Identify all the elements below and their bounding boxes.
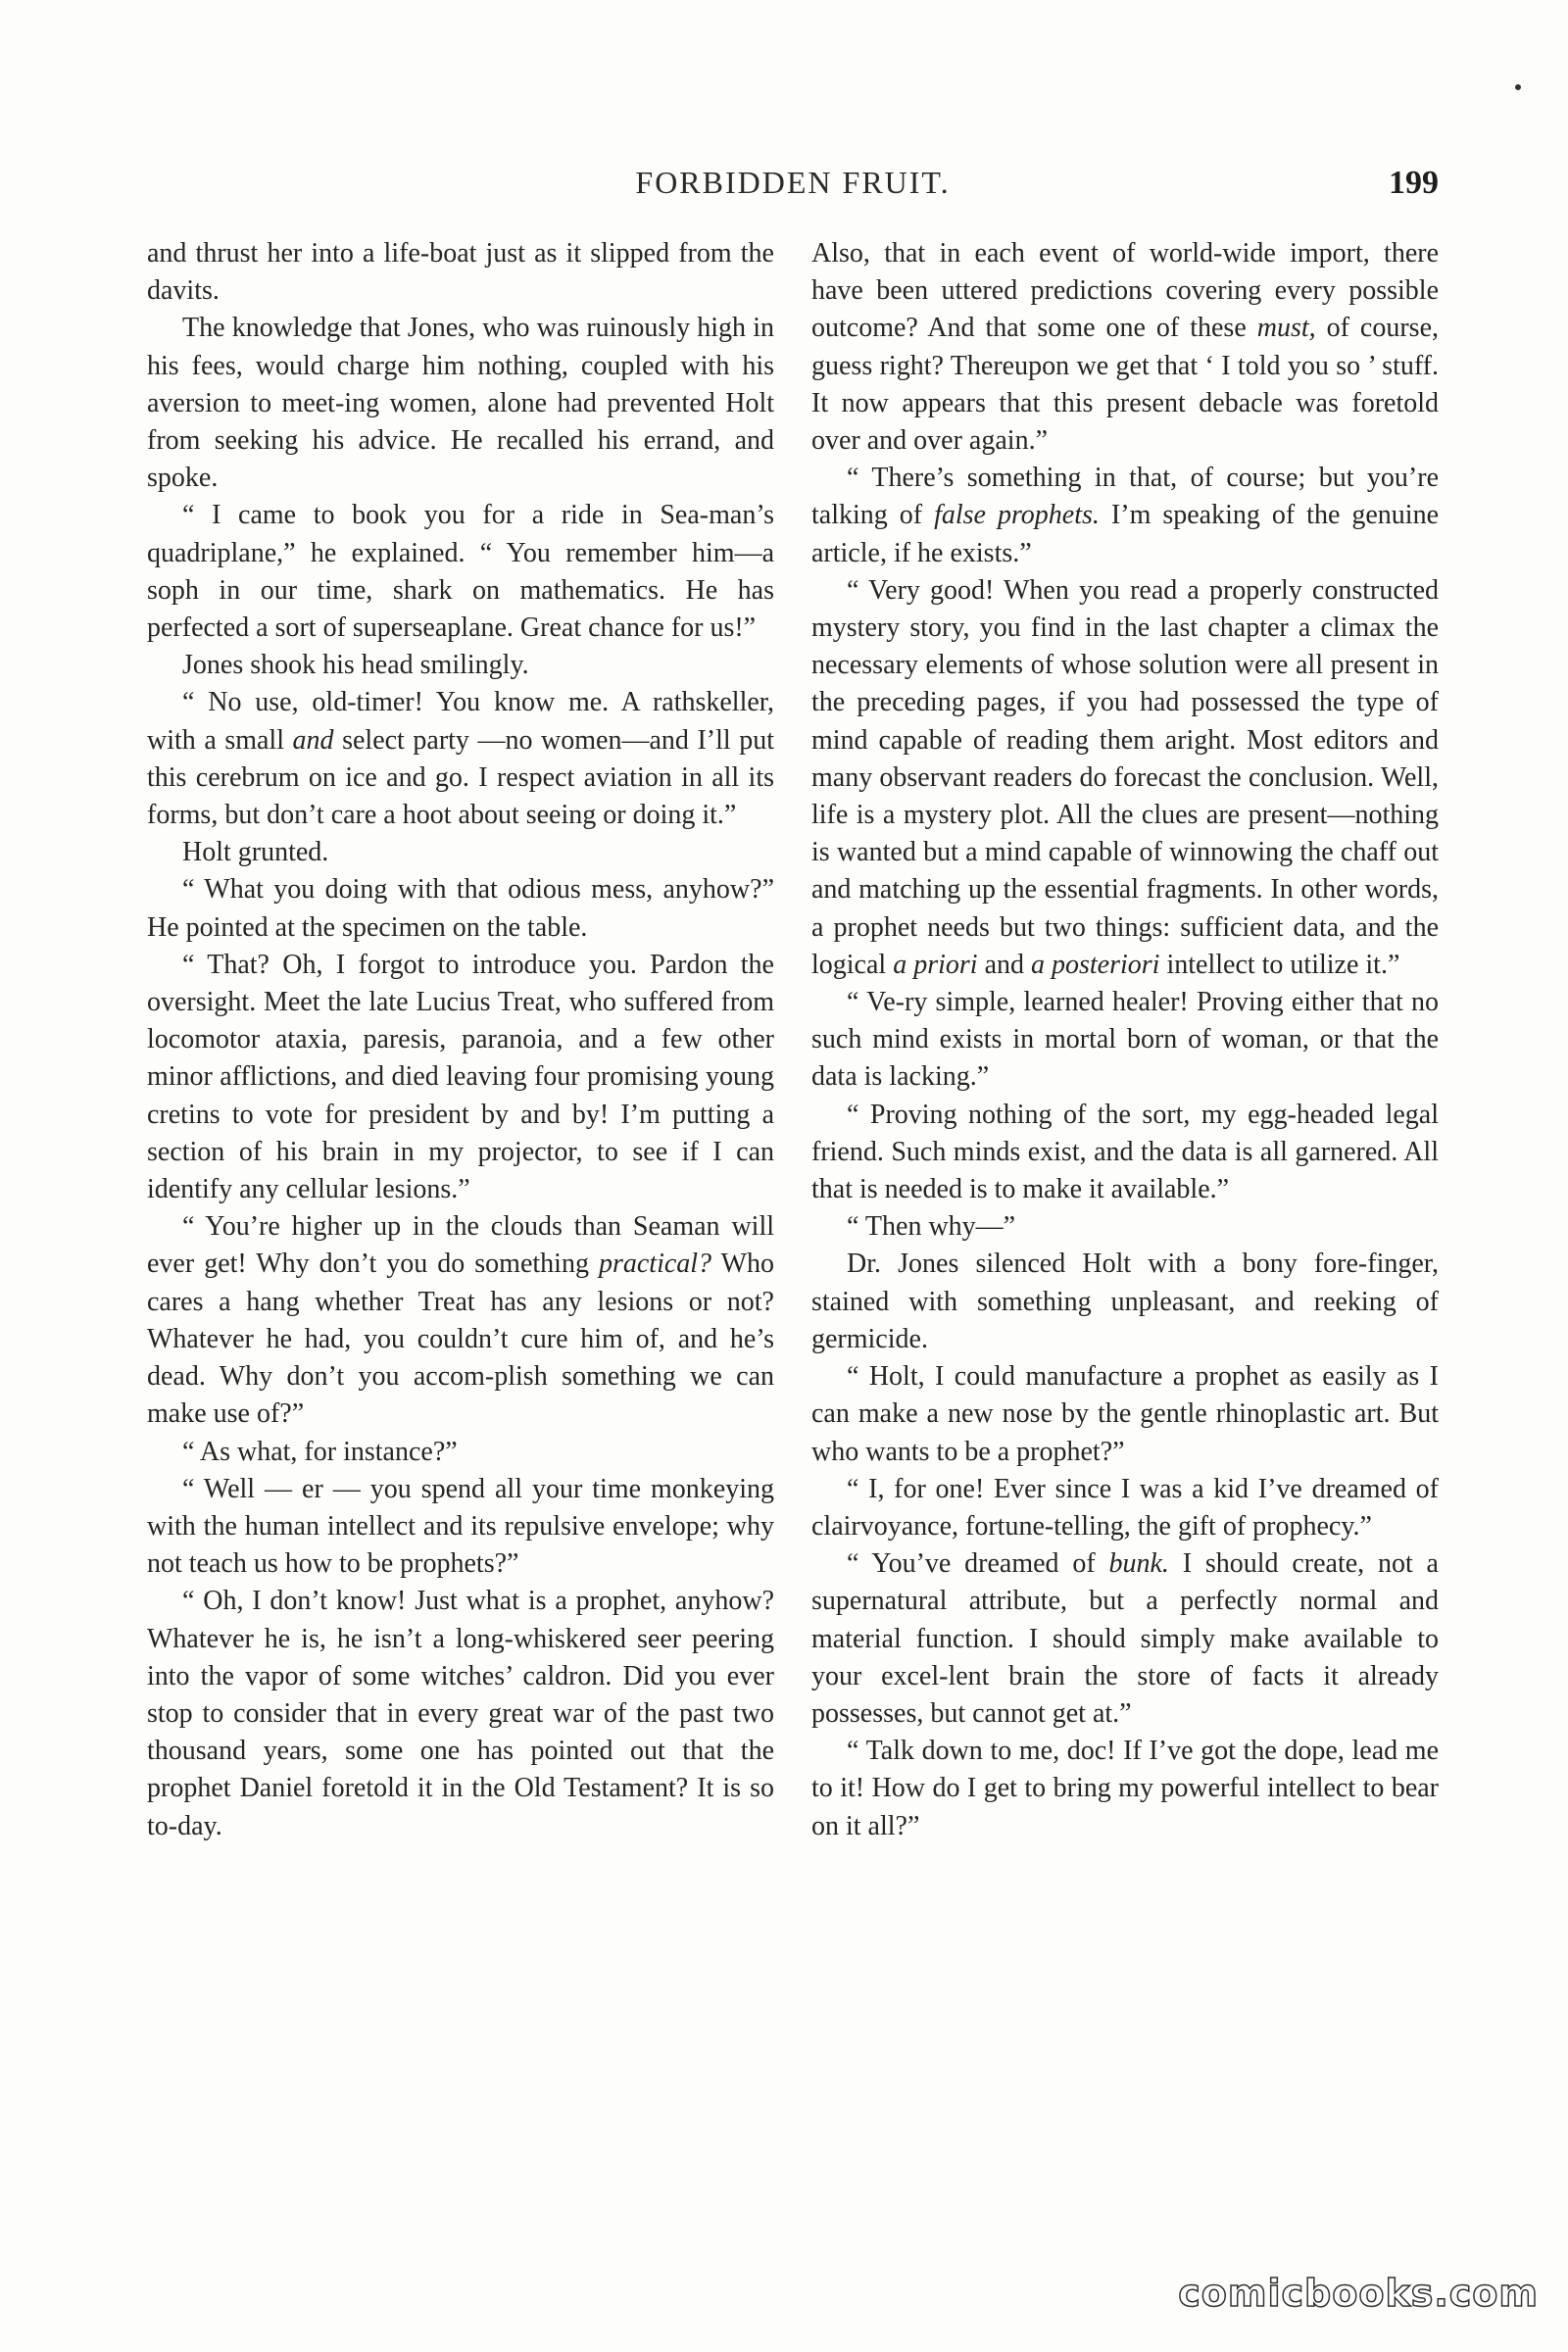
text-run: “ Talk down to me, doc! If I’ve got the dope, lead me to it! How do I get to bring my powerful intellect to bear on it all?”	[811, 1736, 1439, 1841]
text-run: “ As what, for instance?”	[182, 1436, 458, 1467]
text-run: Who cares a hang whether Treat has any lesions or not? Whatever he had, you couldn’t cure him of, and he’s dead. Why don’t you accom-plish something we can make use of?”	[147, 1249, 774, 1430]
running-title: FORBIDDEN FRUIT.	[635, 165, 951, 200]
text-run: “ Very good! When you read a properly constructed mystery story, you find in the last chapter a climax the necessary elements of whose solution were all present in the preceding pages, if you had possessed the type of mind capable of reading them aright. Most editors and many observant readers do forecast the conclusion. Well, life is a mystery plot. All the clues are present—nothing is wanted but a mind capable of winnowing the chaff out and matching up the essential fragments. In other words, a prophet needs but two things: sufficient data, and the logical	[811, 574, 1439, 980]
text-run: “ No use, old-timer! You know me. A rathskeller, with a small	[147, 687, 774, 756]
italic-text: a priori	[893, 949, 978, 980]
text-run: Dr. Jones silenced Holt with a bony fore-finger, stained with something unpleasant, and reeking of germicide.	[811, 1249, 1439, 1354]
text-run: “ I came to book you for a ride in Sea-man’s quadriplane,” he explained. “ You remember him—a soph in our time, shark on mathematics. He has perfected a sort of superseaplane. Great chance for us!”	[147, 500, 774, 644]
paragraph	[147, 684, 774, 834]
paragraph	[811, 1246, 1439, 1358]
italic-text: bunk.	[1108, 1548, 1169, 1580]
text-run: “ Oh, I don’t know! Just what is a prophet, anyhow? Whatever he is, he isn’t a long-whiskered seer peering into the vapor of some witches’ caldron. Did you ever stop to consider that in every great war of the past two thousand years, some one has pointed out that the prophet Daniel foretold it in the Old Testament? It is so to-day.	[147, 1586, 774, 1841]
paragraph	[147, 1471, 774, 1584]
text-run: “ You’ve dreamed of	[847, 1548, 1109, 1580]
paragraph	[811, 984, 1439, 1097]
paragraph	[147, 235, 774, 310]
paragraph	[811, 1097, 1439, 1209]
text-run: “ Proving nothing of the sort, my egg-headed legal friend. Such minds exist, and the data is all garnered. All that is needed is to make it available.”	[811, 1099, 1439, 1205]
text-run: “ Holt, I could manufacture a prophet as easily as I can make a new nose by the gentle rhinoplastic art. But who wants to be a prophet?”	[811, 1361, 1439, 1467]
text-run: Jones shook his head smilingly.	[182, 650, 529, 681]
paragraph	[811, 1545, 1439, 1733]
paragraph	[147, 871, 774, 946]
italic-text: a posteriori	[1031, 949, 1160, 980]
page-number: 199	[1389, 165, 1439, 201]
text-run: “ You’re higher up in the clouds than Seaman will ever get! Why don’t you do something	[147, 1211, 774, 1280]
paragraph	[811, 1208, 1439, 1246]
italic-text: and	[292, 724, 334, 756]
text-run: Holt grunted.	[182, 837, 329, 868]
text-run: of course, guess right? Thereupon we get that ‘ I told you so ’ stuff. It now appears that this present debacle was foretold over and over again.”	[811, 313, 1439, 457]
paragraph	[147, 497, 774, 647]
paragraph	[147, 1434, 774, 1471]
italic-text: must,	[1256, 313, 1316, 344]
text-run: “ Well — er — you spend all your time monkeying with the human intellect and its repulsive envelope; why not teach us how to be prophets?”	[147, 1473, 774, 1580]
text-run: “ I, for one! Ever since I was a kid I’ve dreamed of clairvoyance, fortune-telling, the gift of prophecy.”	[811, 1473, 1439, 1542]
right-text-column	[811, 235, 1439, 1845]
text-run: The knowledge that Jones, who was ruinously high in his fees, would charge him nothing, coupled with his aversion to meet-ing women, alone had prevented Holt from seeking his advice. He recalled his errand, and spoke.	[147, 313, 774, 494]
text-run: “ Ve-ry simple, learned healer! Proving either that no such mind exists in mortal born of woman, or that the data is lacking.”	[811, 987, 1439, 1093]
paragraph	[811, 572, 1439, 984]
text-run: I should create, not a supernatural attribute, but a perfectly normal and material function. I should simply make available to your excel-lent brain the store of facts it already possesses, but cannot get at.”	[811, 1548, 1439, 1729]
paragraph	[811, 1471, 1439, 1545]
paragraph	[811, 235, 1439, 460]
left-text-column	[147, 235, 774, 1845]
page-speck	[1515, 84, 1521, 90]
italic-text: practical?	[598, 1249, 712, 1280]
paragraph	[147, 310, 774, 497]
text-run: “ There’s something in that, of course; but you’re talking of	[811, 463, 1439, 531]
running-header	[147, 165, 1439, 204]
paragraph	[811, 1358, 1439, 1471]
paragraph	[147, 1583, 774, 1844]
text-run: “ That? Oh, I forgot to introduce you. Pardon the oversight. Meet the late Lucius Treat, who suffered from locomotor ataxia, paresis, paranoia, and a few other minor afflictions, and died leaving four promising young cretins to vote for president by and by! I’m putting a section of his brain in my projector, to see if I can identify any cellular lesions.”	[147, 949, 774, 1205]
text-run: select party —no women—and I’ll put this cerebrum on ice and go. I respect aviation in all its forms, but don’t care a hoot about seeing or doing it.”	[147, 724, 774, 831]
text-run: Also, that in each event of world-wide import, there have been uttered predictions covering every possible outcome? And that some one of these	[811, 238, 1439, 344]
text-run: I’m speaking of the genuine article, if he exists.”	[811, 500, 1440, 568]
paragraph	[147, 647, 774, 684]
paragraph	[147, 947, 774, 1208]
italic-text: false prophets.	[934, 500, 1100, 531]
paragraph	[811, 460, 1439, 572]
paragraph	[147, 834, 774, 871]
paragraph	[147, 1208, 774, 1433]
text-run: and	[977, 949, 1031, 980]
text-run: and thrust her into a life-boat just as it slipped from the davits.	[147, 238, 774, 307]
text-run: “ Then why—”	[847, 1211, 1016, 1243]
watermark: comicbooks.com	[1178, 2272, 1539, 2315]
text-run: intellect to utilize it.”	[1159, 949, 1400, 980]
text-run: “ What you doing with that odious mess, anyhow?” He pointed at the specimen on the table.	[147, 874, 774, 943]
paragraph	[811, 1733, 1439, 1845]
